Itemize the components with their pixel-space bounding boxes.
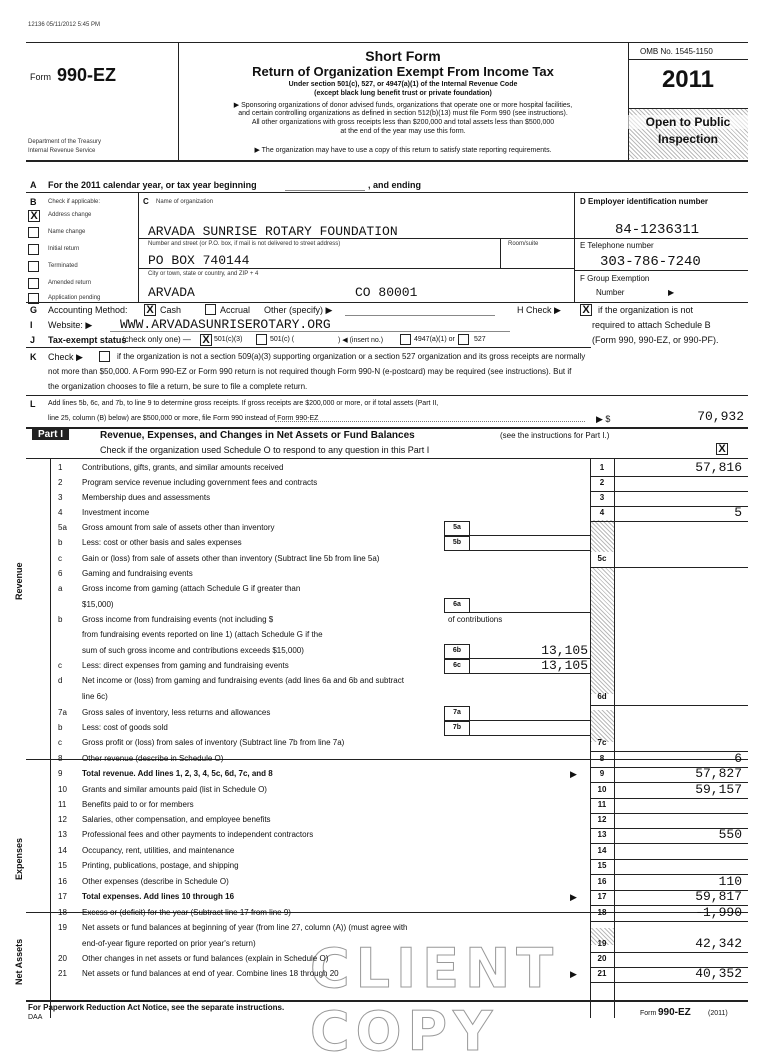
4947-label: 4947(a)(1) or [414, 336, 455, 343]
line-number: b [58, 723, 63, 732]
line-row [0, 569, 770, 583]
inner-box-label: 6c [444, 659, 470, 674]
revenue-side-label: Revenue [14, 562, 24, 600]
subtitle-1: Under section 501(c), 527, or 4947(a)(1) of the Internal Revenue Code [288, 81, 518, 88]
line-description: Salaries, other compensation, and employee benefits [82, 815, 271, 824]
section-k-text-3: the organization chooses to file a return, be sure to file a complete return. [48, 382, 308, 391]
section-k-label: Check ▶ [48, 352, 83, 362]
line-description: from fundraising events reported on line 1) (attach Schedule G if the [82, 630, 323, 639]
line-number: 12 [58, 815, 67, 824]
application-pending-label: Application pending [48, 295, 101, 301]
section-a-text: For the 2011 calendar year, or tax year beginning [48, 180, 257, 190]
line-number: 18 [58, 908, 67, 917]
line-description: Gross amount from sale of assets other than inventory [82, 523, 275, 532]
part-1-label: Part I [32, 429, 69, 440]
box-label: 18 [597, 908, 607, 917]
print-stamp: 12136 05/11/2012 5:45 PM [28, 22, 100, 28]
line-row [0, 723, 770, 737]
line-row [0, 936, 770, 953]
line-row [0, 584, 770, 598]
line-row [0, 538, 770, 552]
line-row [0, 738, 770, 752]
gross-receipts-amount[interactable]: 70,932 [697, 409, 744, 424]
line-amount[interactable]: 550 [718, 827, 742, 842]
line-description: Contributions, gifts, grants, and similar amounts received [82, 463, 284, 472]
other-method-label: Other (specify) ▶ [264, 305, 333, 315]
net-assets-side-label: Net Assets [14, 938, 24, 985]
line-description: Less: cost or other basis and sales expenses [82, 538, 242, 547]
phone-number[interactable]: 303-786-7240 [600, 254, 701, 270]
line-amount[interactable]: 59,157 [695, 782, 742, 797]
line-row [0, 800, 770, 814]
inspection: Inspection [657, 132, 718, 146]
arrow-icon: ▶ [570, 892, 577, 902]
line-row [0, 966, 770, 983]
line-row [0, 766, 770, 783]
part-1-title-note: (see the instructions for Part I.) [500, 431, 610, 440]
line-row [0, 782, 770, 799]
schedule-o-check-text: Check if the organization used Schedule O to respond to any question in this Part I [100, 445, 430, 455]
line-number: 13 [58, 830, 67, 839]
501c3-checkbox[interactable]: X [200, 334, 212, 346]
line-row [0, 478, 770, 492]
phone-label: E Telephone number [580, 241, 654, 250]
line-amount[interactable]: -1,990 [695, 905, 742, 920]
line-number: 15 [58, 861, 67, 870]
section-l-arrow: ▶ $ [596, 414, 611, 424]
inner-amount[interactable]: 13,105 [541, 643, 588, 658]
city[interactable]: ARVADA [148, 285, 195, 300]
tax-exempt-label: Tax-exempt status [48, 335, 127, 345]
omb-number: OMB No. 1545-1150 [640, 47, 713, 56]
line-row [0, 692, 770, 706]
line-description: Printing, publications, postage, and shipping [82, 861, 239, 870]
box-label: 7c [597, 738, 607, 747]
line-number: 5a [58, 523, 67, 532]
street-label: Number and street (or P.O. box, if mail is not delivered to street address) [148, 241, 341, 247]
line-number: 9 [58, 769, 63, 778]
line-number: b [58, 615, 63, 624]
inner-box-label: 6b [444, 644, 470, 659]
line-number: 6 [58, 569, 63, 578]
line-description: $15,000) [82, 600, 114, 609]
terminated-label: Terminated [48, 263, 78, 269]
line-row [0, 630, 770, 644]
section-l-text-2: line 25, column (B) below) are $500,000 or more, file Form 990 instead of Form 990-EZ [48, 415, 319, 422]
line-row [0, 827, 770, 844]
box-label: 12 [597, 815, 607, 824]
line-number: 10 [58, 785, 67, 794]
amended-return-checkbox[interactable] [28, 278, 39, 289]
box-label: 14 [597, 846, 607, 855]
line-description: Net assets or fund balances at beginning of year (from line 27, column (A)) (must agree with [82, 923, 408, 932]
line-number: 14 [58, 846, 67, 855]
cash-label: Cash [160, 305, 182, 315]
section-g-letter: G [30, 305, 38, 315]
website-label: Website: ▶ [48, 320, 93, 330]
line-number: 21 [58, 969, 67, 978]
state-zip[interactable]: CO 80001 [355, 285, 418, 300]
box-label: 20 [597, 954, 607, 963]
group-exemption-label: F Group Exemption [580, 274, 650, 283]
street-address[interactable]: PO BOX 740144 [148, 253, 250, 268]
line-description: end-of-year figure reported on prior year's return) [82, 939, 256, 948]
check-only-one: (check only one) — [122, 335, 191, 344]
line-row [0, 846, 770, 860]
line-description: Membership dues and assessments [82, 493, 211, 502]
part-1-title: Revenue, Expenses, and Changes in Net Assets or Fund Balances [100, 430, 415, 441]
line-number: 7a [58, 708, 67, 717]
line-description: Other changes in net assets or fund balances (explain in Schedule O) [82, 954, 329, 963]
section-k-text-2: not more than $50,000. A Form 990-EZ or Form 990 return is not required though Form 990-N (e-postcard) may be required (see instructions). But if [48, 367, 572, 376]
section-k-text-1: if the organization is not a section 509(a)(3) supporting organization or a section 527 organization and its gross receipts are normally [117, 352, 586, 361]
line-row [0, 523, 770, 537]
box-label: 4 [599, 508, 605, 517]
schedule-o-checkbox[interactable]: X [716, 443, 728, 455]
line-row [0, 505, 770, 522]
section-a-letter: A [30, 180, 37, 190]
daa-label: DAA [28, 1014, 43, 1021]
title-short-form: Short Form [365, 48, 441, 64]
accounting-method-label: Accounting Method: [48, 305, 128, 315]
line-number: 19 [58, 923, 67, 932]
line-description: Less: cost of goods sold [82, 723, 168, 732]
open-to-public: Open to Public [628, 115, 748, 129]
arrow-icon: ▶ [570, 969, 577, 979]
line-description: Excess or (deficit) for the year (Subtract line 17 from line 9) [82, 908, 291, 917]
box-label: 1 [599, 463, 605, 472]
box-label: 17 [597, 892, 607, 901]
section-i-letter: I [30, 320, 33, 330]
expenses-side-label: Expenses [14, 837, 24, 880]
line-number: 16 [58, 877, 67, 886]
group-number-label: Number [596, 288, 625, 297]
line-number: a [58, 584, 63, 593]
line-number: 17 [58, 892, 67, 901]
line-tail-text: of contributions [448, 615, 503, 624]
line-description: Benefits paid to or for members [82, 800, 194, 809]
line-number: d [58, 676, 63, 685]
subtitle-2: (except black lung benefit trust or private foundation) [314, 90, 492, 97]
note-1: ▶ Sponsoring organizations of donor advised funds, organizations that operate one or more hospital facilities, [233, 102, 573, 109]
section-l-text-1: Add lines 5b, 6c, and 7b, to line 9 to determine gross receipts. If gross receipts are $200,000 or more, or if total assets (Part II, [48, 400, 439, 407]
ein-label: D Employer identification number [580, 197, 709, 206]
line-row [0, 861, 770, 875]
line-description: Gross sales of inventory, less returns and allowances [82, 708, 271, 717]
line-description: Grants and similar amounts paid (list in Schedule O) [82, 785, 267, 794]
client-copy-watermark: CLIENT COPY [310, 937, 560, 1063]
line-row [0, 923, 770, 937]
line-amount[interactable]: 57,827 [695, 766, 742, 781]
accrual-checkbox[interactable] [205, 304, 216, 315]
name-change-checkbox[interactable] [28, 227, 39, 238]
room-suite-label: Room/suite [508, 241, 539, 247]
line-amount[interactable]: 57,816 [695, 460, 742, 475]
org-name[interactable]: ARVADA SUNRISE ROTARY FOUNDATION [148, 224, 398, 239]
line-number: b [58, 538, 63, 547]
box-label: 19 [597, 939, 607, 948]
line-amount[interactable]: 5 [734, 505, 742, 520]
dept-treasury: Department of the Treasury [28, 139, 102, 145]
527-label: 527 [474, 336, 486, 343]
line-description: Net assets or fund balances at end of year. Combine lines 18 through 20 [82, 969, 339, 978]
insert-no-label: ) ◀ (insert no.) [338, 337, 384, 344]
line-number: 1 [58, 463, 63, 472]
note-4: at the end of the year may use this form. [340, 128, 466, 135]
line-number: 8 [58, 754, 63, 763]
cash-checkbox[interactable]: X [144, 304, 156, 316]
note-5: ▶ The organization may have to use a copy of this return to satisfy state reporting requirements. [254, 147, 552, 154]
527-checkbox[interactable] [458, 334, 469, 345]
line-amount[interactable]: 110 [718, 874, 742, 889]
box-label: 5c [597, 554, 607, 563]
line-description: Gross profit or (loss) from sales of inventory (Subtract line 7b from line 7a) [82, 738, 345, 747]
city-label: City or town, state or country, and ZIP + 4 [148, 271, 259, 277]
box-label: 10 [597, 785, 607, 794]
line-description: Investment income [82, 508, 150, 517]
501c3-label: 501(c)(3) [214, 336, 243, 343]
section-l-letter: L [30, 399, 36, 409]
section-b-letter: B [30, 197, 37, 207]
line-number: 20 [58, 954, 67, 963]
line-row [0, 615, 770, 629]
inner-box-label: 6a [444, 598, 470, 613]
4947-checkbox[interactable] [400, 334, 411, 345]
line-description: sum of such gross income and contributions exceeds $15,000) [82, 646, 304, 655]
initial-return-label: Initial return [48, 246, 80, 252]
line-number: 2 [58, 478, 63, 487]
line-row [0, 905, 770, 922]
footer-year: (2011) [708, 1010, 728, 1017]
line-description: Total revenue. Add lines 1, 2, 3, 4, 5c, 6d, 7c, and 8 [82, 769, 273, 778]
section-h-text-1: if the organization is not [598, 305, 694, 315]
line-description: line 6c) [82, 692, 108, 701]
box-label: 2 [599, 478, 605, 487]
line-description: Other expenses (describe in Schedule O) [82, 877, 229, 886]
name-change-label: Name change [48, 229, 86, 235]
footer-form-word: Form [640, 1010, 657, 1017]
line-row [0, 658, 770, 675]
section-k-letter: K [30, 352, 37, 362]
tax-year: 2011 [661, 66, 715, 93]
line-description: Occupancy, rent, utilities, and maintenance [82, 846, 235, 855]
line-number: 4 [58, 508, 63, 517]
section-h-text-2: required to attach Schedule B [592, 320, 711, 330]
line-row [0, 708, 770, 722]
line-amount[interactable]: 59,817 [695, 889, 742, 904]
address-change-label: Address change [48, 212, 92, 218]
line-number: 3 [58, 493, 63, 502]
line-number: 11 [58, 800, 67, 809]
box-label: 3 [599, 493, 605, 502]
arrow-icon: ▶ [570, 769, 577, 779]
line-row [0, 889, 770, 906]
form-word: Form [30, 72, 51, 82]
note-2: and certain controlling organizations as defined in section 512(b)(13) must file Form 990 (see instructions). [238, 110, 568, 117]
inner-box-label: 5b [444, 536, 470, 551]
line-description: Program service revenue including government fees and contracts [82, 478, 318, 487]
line-description: Other revenue (describe in Schedule O) [82, 754, 224, 763]
inner-amount[interactable]: 13,105 [541, 658, 588, 673]
line-amount[interactable]: 42,342 [695, 936, 742, 951]
line-description: Gain or (loss) from sale of assets other than inventory (Subtract line 5b from line 5a) [82, 554, 380, 563]
line-description: Gross income from gaming (attach Schedule G if greater than [82, 584, 301, 593]
group-arrow-icon: ▶ [668, 288, 675, 297]
line-amount[interactable]: 6 [734, 751, 742, 766]
amended-return-label: Amended return [48, 280, 92, 286]
line-amount[interactable]: 40,352 [695, 966, 742, 981]
line-row [0, 676, 770, 690]
address-change-checkbox[interactable]: X [28, 210, 40, 222]
box-label: 16 [597, 877, 607, 886]
section-c-letter: C [143, 197, 149, 206]
line-number: c [58, 554, 62, 563]
box-label: 9 [599, 769, 605, 778]
footer-form-number: 990-EZ [658, 1007, 691, 1018]
irs-label: Internal Revenue Service [28, 148, 96, 154]
terminated-checkbox[interactable] [28, 261, 39, 272]
accrual-label: Accrual [220, 305, 251, 315]
501c-label: 501(c) ( [270, 336, 295, 343]
section-k-checkbox[interactable] [99, 351, 110, 362]
section-a-ending: , and ending [368, 180, 421, 190]
box-label: 6d [597, 692, 607, 701]
inner-box-label: 7b [444, 721, 470, 736]
line-row [0, 460, 770, 477]
line-description: Total expenses. Add lines 10 through 16 [82, 892, 235, 901]
line-row [0, 554, 770, 568]
inner-box-label: 7a [444, 706, 470, 721]
paperwork-notice: For Paperwork Reduction Act Notice, see the separate instructions. [28, 1003, 285, 1012]
501c-checkbox[interactable] [256, 334, 267, 345]
line-description: Professional fees and other payments to independent contractors [82, 830, 314, 839]
line-number: c [58, 738, 62, 747]
schedule-b-checkbox[interactable]: X [580, 304, 592, 316]
box-label: 13 [597, 830, 607, 839]
box-label: 21 [597, 969, 607, 978]
section-b-label: Check if applicable: [48, 199, 101, 205]
line-description: Net income or (loss) from gaming and fundraising events (add lines 6a and 6b and subtract [82, 676, 404, 685]
box-label: 15 [597, 861, 607, 870]
box-label: 11 [597, 800, 607, 809]
note-3: All other organizations with gross receipts less than $200,000 and total assets less than $500,000 [251, 119, 555, 126]
line-row [0, 643, 770, 660]
line-number: c [58, 661, 62, 670]
box-label: 8 [599, 754, 605, 763]
line-description: Gross income from fundraising events (not including $ [82, 615, 274, 624]
website[interactable]: WWW.ARVADASUNRISEROTARY.ORG [120, 317, 331, 332]
form-number: 990-EZ [57, 65, 117, 85]
section-h-text-3: (Form 990, 990-EZ, or 990-PF). [592, 335, 719, 345]
initial-return-checkbox[interactable] [28, 244, 39, 255]
title-main: Return of Organization Exempt From Income Tax [252, 64, 554, 79]
org-name-label: Name of organization [156, 199, 214, 205]
section-h-label: H Check ▶ [517, 305, 561, 315]
section-j-letter: J [30, 335, 36, 345]
inner-box-label: 5a [444, 521, 470, 536]
ein[interactable]: 84-1236311 [615, 222, 700, 238]
line-row [0, 600, 770, 614]
line-description: Gaming and fundraising events [82, 569, 193, 578]
line-description: Less: direct expenses from gaming and fundraising events [82, 661, 289, 670]
